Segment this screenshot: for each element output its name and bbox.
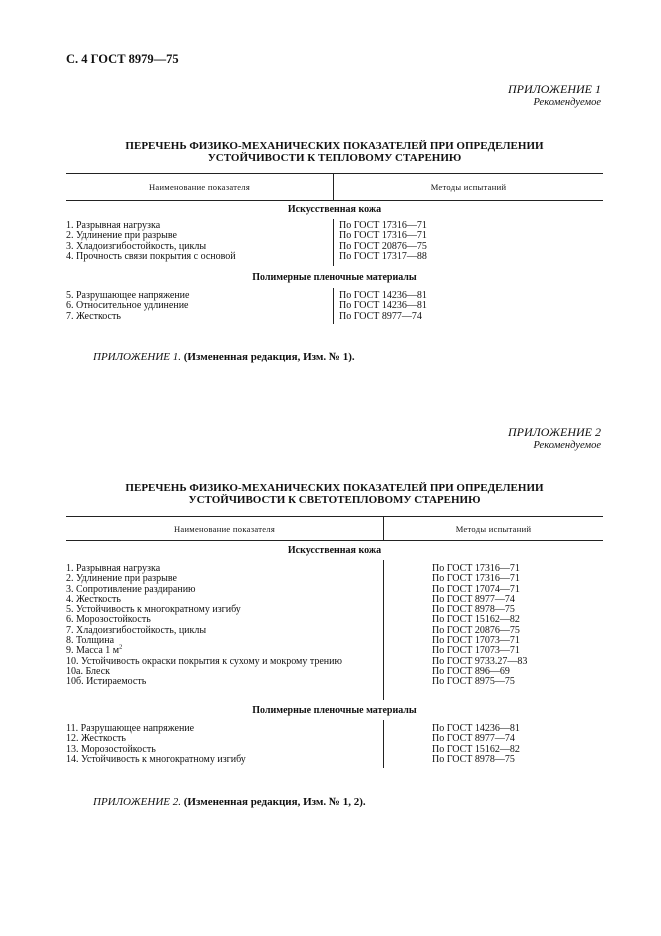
table-1-col-method: Методы испытаний xyxy=(430,182,507,192)
table-1-section-leather: Искусственная кожа xyxy=(287,204,382,215)
table-cell-method: По ГОСТ 20876—75 xyxy=(339,240,427,252)
table-2-header-rule xyxy=(66,540,603,541)
appendix-1-title-line1: ПЕРЕЧЕНЬ ФИЗИКО-МЕХАНИЧЕСКИХ ПОКАЗАТЕЛЕЙ ПРИ ОПРЕДЕЛЕНИИ xyxy=(125,140,544,152)
table-cell-method: По ГОСТ 17073—71 xyxy=(432,645,520,657)
appendix-2-heading xyxy=(508,425,601,451)
table-cell-method: По ГОСТ 17316—71 xyxy=(432,563,520,574)
table-row: 12. Жесткость xyxy=(66,733,126,745)
table-2-col-method: Методы испытаний xyxy=(455,524,532,534)
appendix-1-status: Рекомендуемое xyxy=(533,97,601,108)
table-1-col-name: Наименование показателя xyxy=(148,182,251,192)
table-2-names-2 xyxy=(66,724,246,765)
table-cell-method: По ГОСТ 17316—71 xyxy=(339,230,427,242)
table-row: 4. Прочность связи покрытия с основой xyxy=(66,250,236,262)
table-row: 1. Разрывная нагрузка xyxy=(66,563,161,574)
table-row: 2. Удлинение при разрыве xyxy=(66,230,177,242)
table-1-methods-1 xyxy=(339,221,427,262)
table-cell-method: По ГОСТ 15162—82 xyxy=(432,614,520,626)
table-cell-method: По ГОСТ 9733.27—83 xyxy=(432,655,528,667)
table-row: 2. Удлинение при разрыве xyxy=(66,573,177,585)
table-row: 5. Устойчивость к многократному изгибу xyxy=(66,604,241,616)
table-cell-method: По ГОСТ 17073—71 xyxy=(432,635,520,647)
table-2-body-divider-2 xyxy=(383,720,384,768)
appendix-1-title xyxy=(66,140,603,164)
table-cell-method: По ГОСТ 20876—75 xyxy=(432,624,520,636)
table-1-top-rule xyxy=(66,173,603,174)
appendix-1-note xyxy=(93,351,355,363)
table-cell-method: По ГОСТ 17074—71 xyxy=(432,583,520,595)
table-2-body-divider-1 xyxy=(383,560,384,700)
table-row: 13. Морозостойкость xyxy=(66,743,156,755)
table-cell-method: По ГОСТ 17317—88 xyxy=(339,250,427,262)
appendix-2-title-line1: ПЕРЕЧЕНЬ ФИЗИКО-МЕХАНИЧЕСКИХ ПОКАЗАТЕЛЕЙ ПРИ ОПРЕДЕЛЕНИИ xyxy=(125,482,544,494)
table-2-section-polymer: Полимерные пленочные материалы xyxy=(252,705,417,716)
appendix-2-label: ПРИЛОЖЕНИЕ 2 xyxy=(508,425,601,439)
appendix-1-title-line2: УСТОЙЧИВОСТИ К ТЕПЛОВОМУ СТАРЕНИЮ xyxy=(207,152,462,164)
table-2-top-rule xyxy=(66,516,603,517)
appendix-2-title xyxy=(66,482,603,506)
table-row: 4. Жесткость xyxy=(66,593,121,605)
page-header: С. 4 ГОСТ 8979—75 xyxy=(66,52,179,66)
table-row: 10а. Блеск xyxy=(66,665,111,677)
table-1-section-polymer: Полимерные пленочные материалы xyxy=(252,272,417,283)
table-cell-method: По ГОСТ 17316—71 xyxy=(432,573,520,585)
table-cell-method: По ГОСТ 15162—82 xyxy=(432,743,520,755)
table-1-names-1 xyxy=(66,221,236,262)
appendix-2-note xyxy=(93,796,366,808)
table-cell-method: По ГОСТ 17316—71 xyxy=(339,220,427,231)
table-cell-method: По ГОСТ 8975—75 xyxy=(432,676,515,688)
appendix-1-note-ref: ПРИЛОЖЕНИЕ 1. xyxy=(93,351,181,363)
table-row: 1. Разрывная нагрузка xyxy=(66,220,161,231)
table-2-col-name: Наименование показателя xyxy=(173,524,276,534)
table-cell-method: По ГОСТ 14236—81 xyxy=(432,723,520,734)
table-cell-method: По ГОСТ 8977—74 xyxy=(339,310,422,322)
table-row: 3. Сопротивление раздиранию xyxy=(66,583,196,595)
table-row: 8. Толщина xyxy=(66,635,115,647)
table-row: 14. Устойчивость к многократному изгибу xyxy=(66,753,246,765)
table-row: 10. Устойчивость окраски покрытия к сухому и мокрому трению xyxy=(66,655,342,667)
appendix-1-note-text: (Измененная редакция, Изм. № 1). xyxy=(183,351,355,363)
table-cell-method: По ГОСТ 8977—74 xyxy=(432,593,515,605)
table-row: 10б. Истираемость xyxy=(66,676,147,688)
appendix-1-label: ПРИЛОЖЕНИЕ 1 xyxy=(508,82,601,96)
table-cell-method: По ГОСТ 896—69 xyxy=(432,665,510,677)
table-row: 7. Хладоизгибостойкость, циклы xyxy=(66,624,207,636)
table-1-body-divider-2 xyxy=(333,288,334,324)
table-row: 6. Морозостойкость xyxy=(66,614,151,626)
table-cell-method: По ГОСТ 14236—81 xyxy=(339,300,427,312)
table-row: 11. Разрушающее напряжение xyxy=(66,723,195,734)
table-2-names-1 xyxy=(66,564,342,688)
table-1-names-2 xyxy=(66,291,189,322)
appendix-2-note-ref: ПРИЛОЖЕНИЕ 2. xyxy=(93,796,181,808)
table-cell-method: По ГОСТ 8978—75 xyxy=(432,753,515,765)
appendix-2-note-text: (Измененная редакция, Изм. № 1, 2). xyxy=(183,796,366,808)
superscript-2: 2 xyxy=(119,644,123,652)
table-1-header-rule xyxy=(66,200,603,201)
table-1-body-divider-1 xyxy=(333,219,334,266)
table-cell-method: По ГОСТ 8977—74 xyxy=(432,733,515,745)
appendix-2-status: Рекомендуемое xyxy=(533,440,601,451)
appendix-1-heading xyxy=(508,82,601,108)
table-cell-name: 9. Масса 1 м xyxy=(66,645,120,657)
table-cell-method: По ГОСТ 8978—75 xyxy=(432,604,515,616)
table-2-methods-1 xyxy=(432,564,527,688)
table-1-methods-2 xyxy=(339,291,427,322)
table-row: 6. Относительное удлинение xyxy=(66,300,189,312)
appendix-2-title-line2: УСТОЙЧИВОСТИ К СВЕТОТЕПЛОВОМУ СТАРЕНИЮ xyxy=(188,494,481,506)
table-row: 7. Жесткость xyxy=(66,310,121,322)
table-2-section-leather: Искусственная кожа xyxy=(287,545,382,556)
table-row: 5. Разрушающее напряжение xyxy=(66,290,190,301)
table-cell-method: По ГОСТ 14236—81 xyxy=(339,290,427,301)
table-row: 3. Хладоизгибостойкость, циклы xyxy=(66,240,207,252)
table-2-methods-2 xyxy=(432,724,520,765)
